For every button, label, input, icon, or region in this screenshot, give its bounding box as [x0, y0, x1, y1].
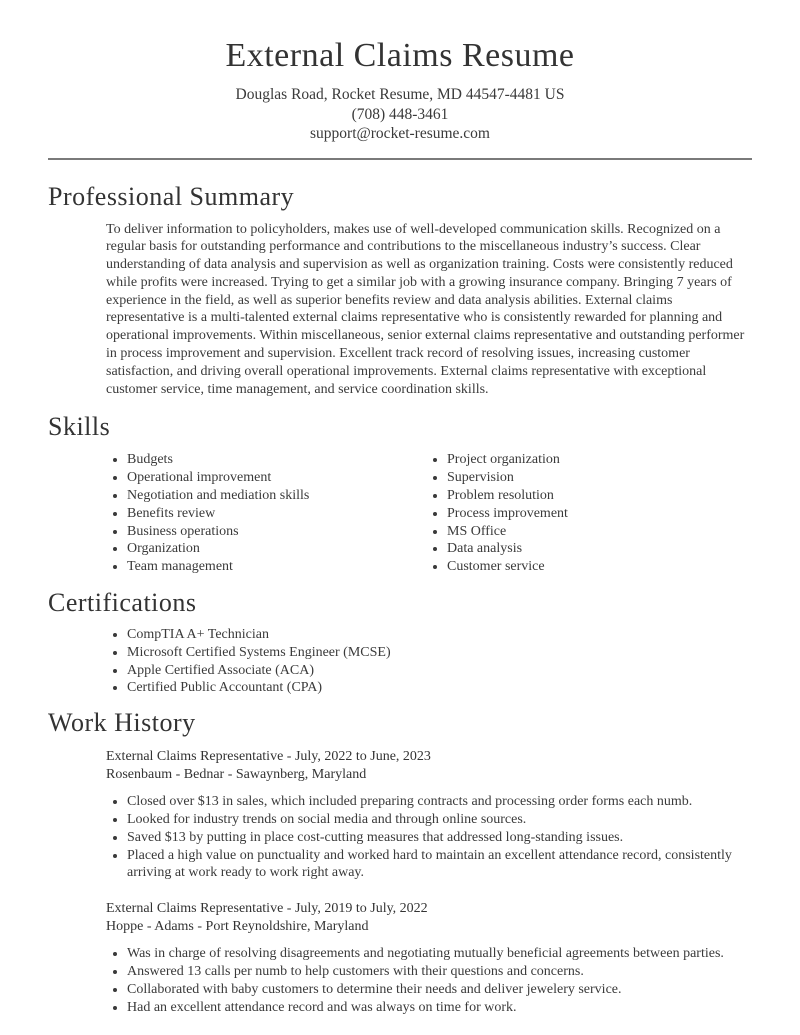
certification-item: • CompTIA A+ Technician — [127, 626, 752, 644]
skill-item: • Process improvement — [447, 505, 568, 523]
section-heading-certifications: Certifications — [48, 588, 197, 618]
skill-item: • Customer service — [447, 558, 568, 576]
skill-item: • Budgets — [127, 451, 426, 469]
job-bullet: • Collaborated with baby customers to determine their needs and deliver jewelery service. — [127, 981, 752, 999]
contact-phone: (708) 448-3461 — [351, 105, 449, 123]
skill-item: • Negotiation and mediation skills — [127, 487, 426, 505]
certification-item: • Apple Certified Associate (ACA) — [127, 662, 752, 680]
job-bullet: • Had an excellent attendance record and was always on time for work. — [127, 999, 752, 1017]
job-title-dates: External Claims Representative - July, 2022 to June, 2023 — [106, 749, 431, 765]
resume-header — [48, 34, 752, 144]
page-title: External Claims Resume — [225, 37, 575, 74]
job-bullet: • Placed a high value on punctuality and worked hard to maintain an excellent attendance record, consistently arriving at work ready to work right away. — [127, 847, 752, 883]
job-bullet: • Answered 13 calls per numb to help customers with their questions and concerns. — [127, 963, 752, 981]
skill-item: • Benefits review — [127, 505, 426, 523]
summary-paragraph: To deliver information to policyholders, makes use of well-developed communication skills. Recognized on a regular basis for outstanding performance and contributions to the miscellaneous industry’s success. Clear understanding of data analysis and supervision as well as organization training. Costs were consistently reduced while profits were increased. Trying to get a similar job with a growing insurance company. Bringing 7 years of experience in the field, as well as superior benefits review and data analysis abilities. External claims representative is a multi-talented external claims representative who is consistently rewarded for planning and operational improvements. Within miscellaneous, senior external claims representative and outstanding performer in process improvement and supervision. Excellent track record of resolving issues, increasing customer satisfaction, and driving overall operational improvements. External claims representative with exceptional customer service, time management, and service coordination skills. — [106, 221, 745, 397]
section-heading-summary: Professional Summary — [48, 181, 295, 211]
job-entry — [48, 900, 752, 1016]
job-title-dates: External Claims Representative - July, 2019 to July, 2022 — [106, 901, 428, 917]
skills-column-left — [106, 451, 426, 576]
skills-column-right — [426, 451, 568, 576]
skill-item: • MS Office — [447, 523, 568, 541]
job-bullet: • Closed over $13 in sales, which included preparing contracts and processing order forms each numb. — [127, 793, 752, 811]
contact-email: support@rocket-resume.com — [310, 125, 490, 142]
certification-item: • Certified Public Accountant (CPA) — [127, 679, 752, 697]
section-work-history — [48, 709, 752, 1016]
skills-columns — [106, 451, 752, 576]
section-certifications — [48, 589, 752, 697]
skill-item: • Business operations — [127, 523, 426, 541]
job-bullet-list — [106, 945, 752, 1016]
skill-item: • Project organization — [447, 451, 568, 469]
section-heading-work-history: Work History — [48, 708, 196, 738]
section-skills — [48, 413, 752, 576]
skill-item: • Organization — [127, 540, 426, 558]
job-bullet: • Saved $13 by putting in place cost-cutting measures that addressed long-standing issues. — [127, 829, 752, 847]
job-entry — [48, 748, 752, 882]
job-company-location: Hoppe - Adams - Port Reynoldshire, Maryland — [106, 919, 369, 935]
skill-item: • Data analysis — [447, 540, 568, 558]
certification-item: • Microsoft Certified Systems Engineer (MCSE) — [127, 644, 752, 662]
section-heading-skills: Skills — [48, 412, 111, 442]
job-company-location: Rosenbaum - Bednar - Sawaynberg, Maryland — [106, 767, 367, 783]
contact-address: Douglas Road, Rocket Resume, MD 44547-4481 US — [235, 86, 565, 103]
contact-block — [48, 85, 752, 144]
job-bullet-list — [106, 793, 752, 882]
job-bullet: • Was in charge of resolving disagreements and negotiating mutually beneficial agreements between parties. — [127, 945, 752, 963]
skill-item: • Operational improvement — [127, 469, 426, 487]
skill-item: • Problem resolution — [447, 487, 568, 505]
certification-list — [106, 626, 752, 697]
section-professional-summary — [48, 183, 752, 399]
header-divider — [48, 158, 752, 160]
job-bullet: • Looked for industry trends on social media and through online sources. — [127, 811, 752, 829]
skill-item: • Team management — [127, 558, 426, 576]
skill-item: • Supervision — [447, 469, 568, 487]
